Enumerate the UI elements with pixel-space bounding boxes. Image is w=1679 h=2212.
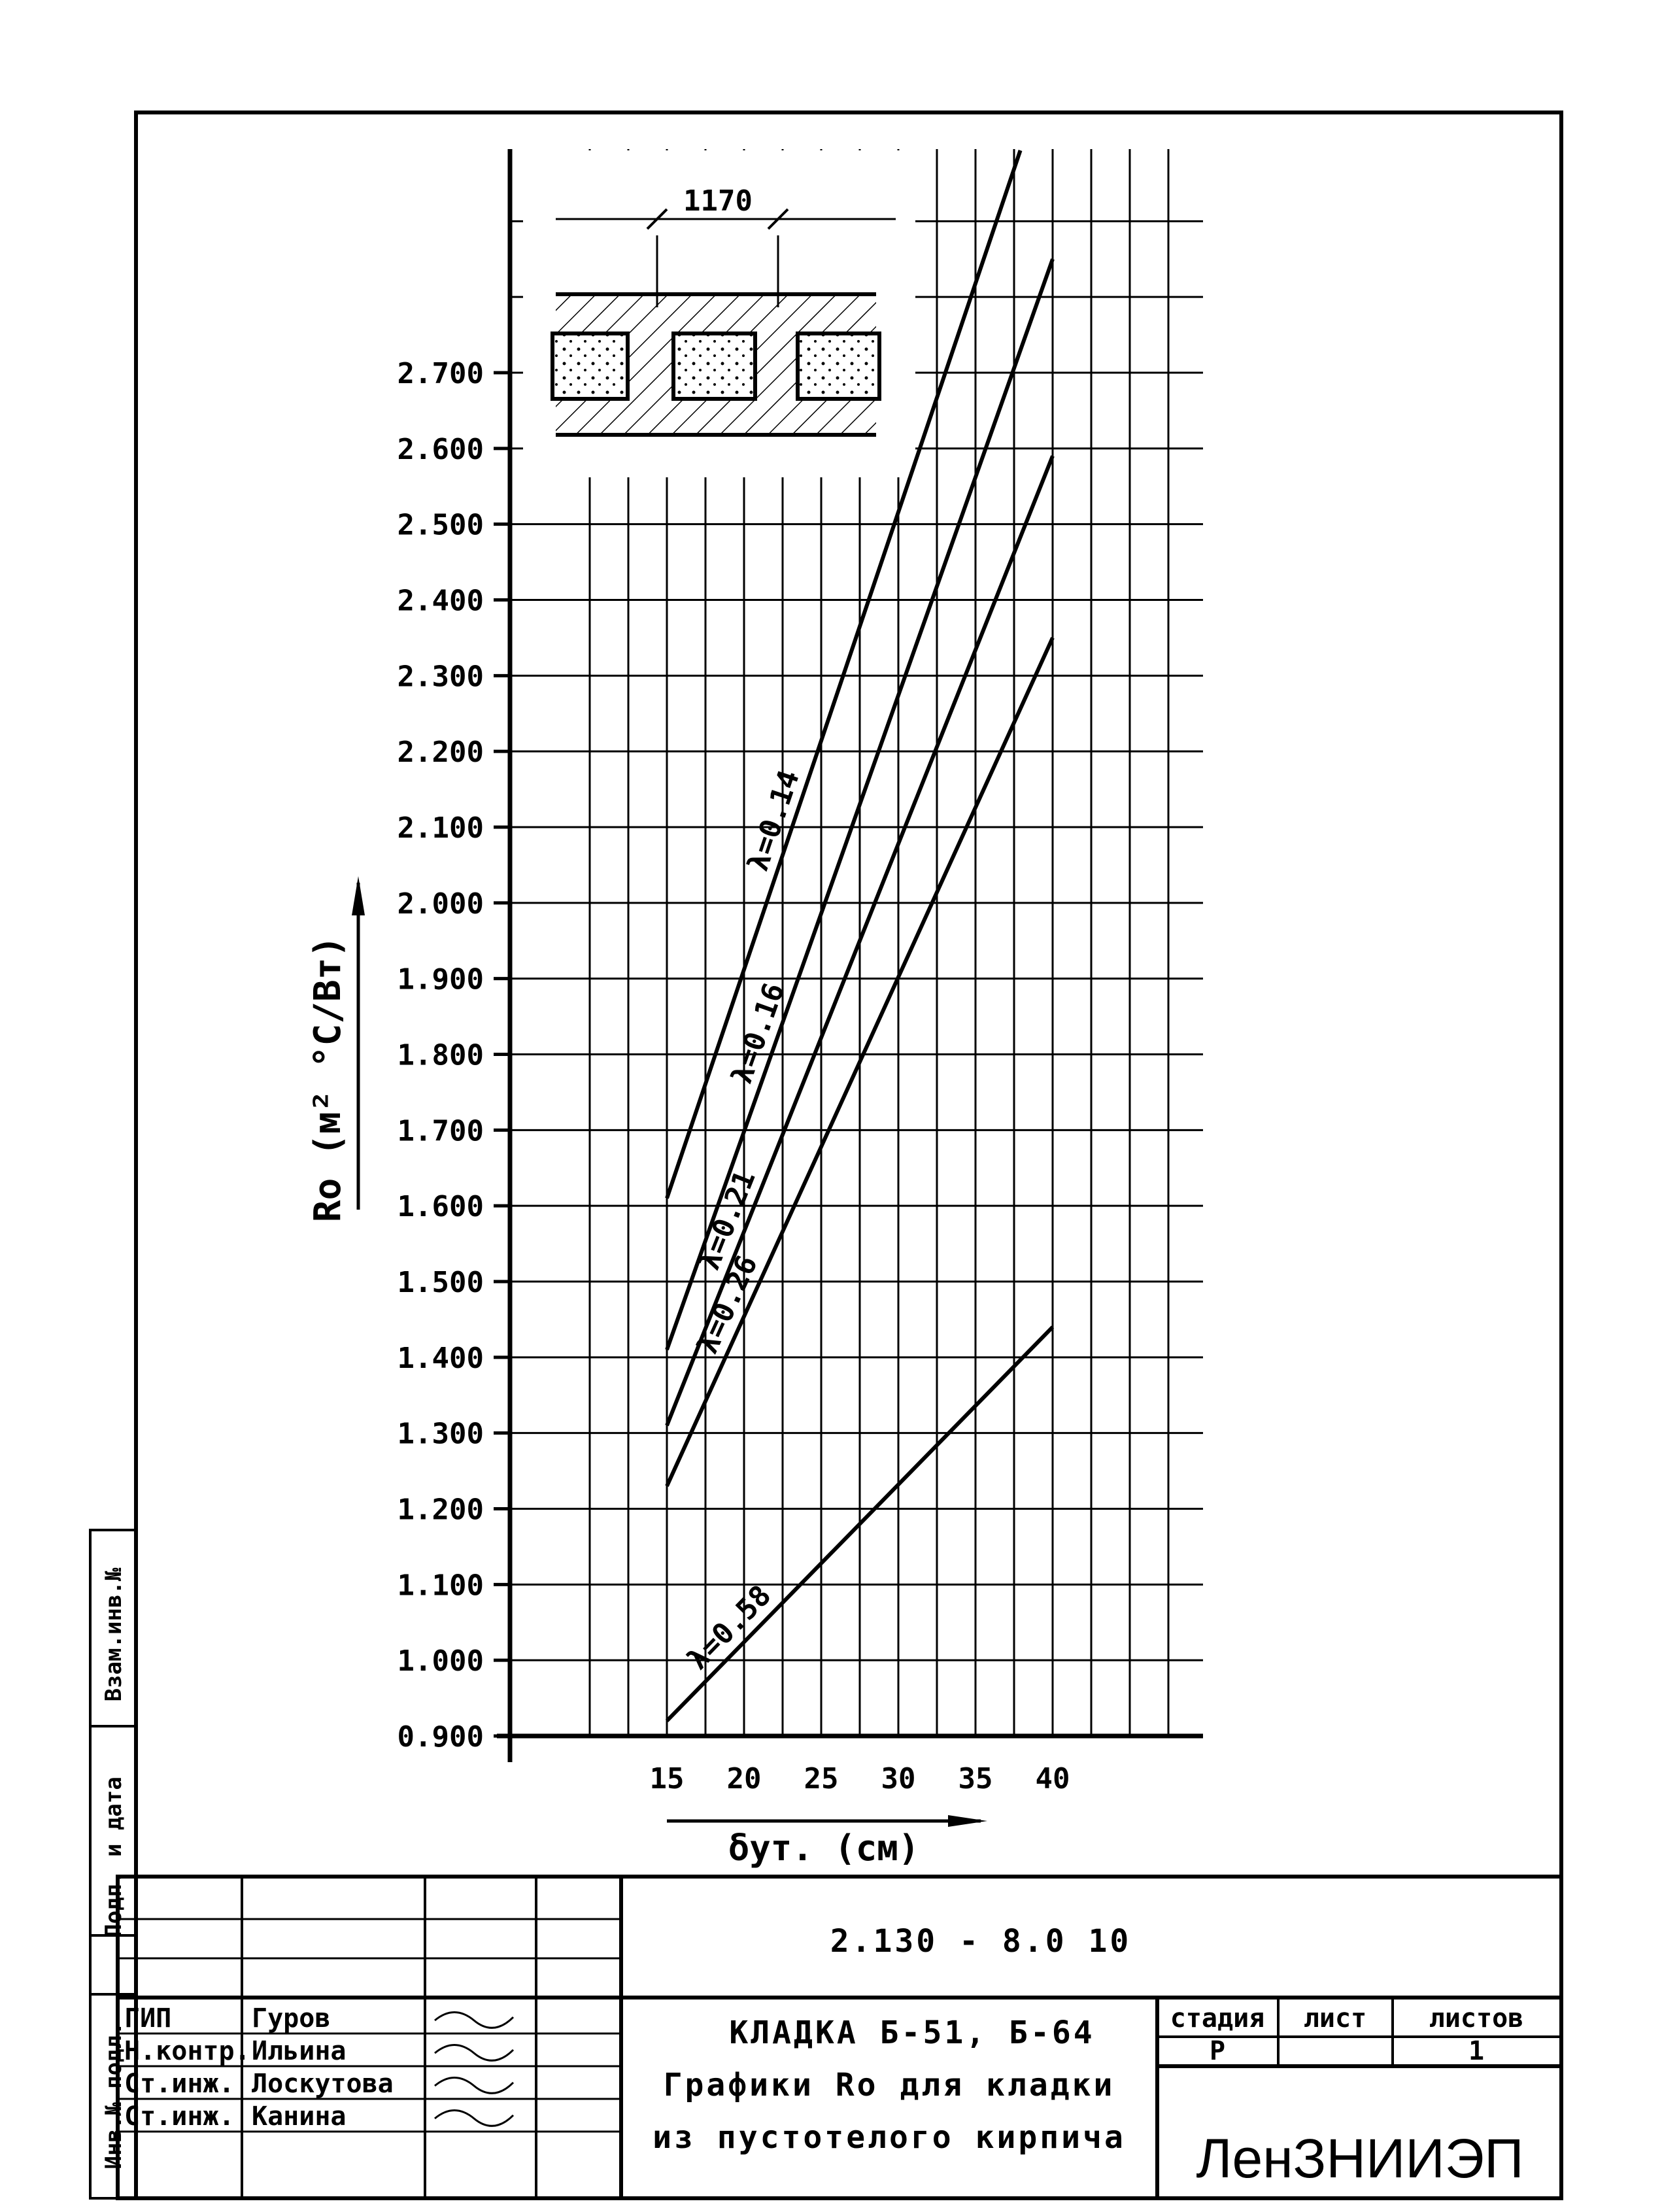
series-label: λ=0.16 (724, 978, 792, 1088)
tb-role: Н.контр. (124, 2036, 250, 2066)
y-tick-label: 2.200 (397, 736, 484, 770)
y-tick-label: 1.100 (397, 1569, 484, 1603)
tb-signature (435, 2045, 513, 2061)
tb-sheet-label: лист (1303, 2003, 1367, 2033)
x-tick-label: 20 (726, 1762, 762, 1795)
y-axis-label: Ro (м² °С/Вт) (307, 935, 349, 1223)
series-label: λ=0.21 (692, 1165, 762, 1275)
y-tick-label: 1.800 (397, 1038, 484, 1072)
tb-organization: ЛенЗНИИЭП (1196, 2128, 1524, 2189)
insulation-block-3-fill (800, 335, 877, 397)
y-tick-label: 1.200 (397, 1493, 484, 1527)
tb-doc-code: 2.130 - 8.0 10 (830, 1923, 1132, 1960)
insulation-block-2-fill (675, 335, 753, 397)
tb-title-line-3: из пустотелого кирпича (653, 2119, 1126, 2156)
y-tick-label: 2.000 (397, 887, 484, 921)
x-arrow-head (948, 1815, 987, 1827)
wall-section-inset (523, 150, 915, 477)
side-stamp-sign-date: Подп. и дата (101, 1777, 127, 1937)
x-tick-label: 30 (881, 1762, 916, 1795)
x-tick-label: 40 (1035, 1762, 1070, 1795)
tb-stage-value: Р (1209, 2036, 1226, 2066)
dimension-value: 1170 (683, 184, 753, 218)
y-tick-label: 2.700 (397, 357, 484, 390)
tb-signature (435, 2013, 513, 2028)
tb-signature (435, 2078, 513, 2094)
tb-role: ГИП (124, 2003, 172, 2033)
tb-signature-rows (124, 2003, 513, 2132)
y-tick-label: 1.900 (397, 962, 484, 996)
y-tick-label: 1.400 (397, 1341, 484, 1375)
tb-person-name: Канина (252, 2101, 347, 2132)
y-tick-label: 1.700 (397, 1114, 484, 1148)
tb-role: Ст.инж. (124, 2101, 235, 2132)
series-label: λ=0.26 (690, 1250, 764, 1359)
tb-sheets-label: листов (1429, 2003, 1524, 2033)
x-tick-label: 25 (804, 1762, 839, 1795)
y-tick-label: 2.400 (397, 584, 484, 618)
tb-signature (435, 2111, 513, 2126)
tb-title-line-1: КЛАДКА Б-51, Б-64 (729, 2015, 1095, 2051)
y-tick-label: 1.500 (397, 1266, 484, 1299)
tb-role: Ст.инж. (124, 2069, 235, 2099)
y-tick-label: 1.600 (397, 1190, 484, 1224)
tb-person-name: Ильина (252, 2036, 347, 2066)
tb-stage-label: стадия (1170, 2003, 1265, 2033)
tb-title-line-2: Графики Ro для кладки (663, 2067, 1115, 2103)
insulation-block-1-fill (554, 335, 626, 397)
y-axis-label-group (307, 876, 365, 1222)
series-label: λ=0.14 (741, 766, 807, 876)
side-stamp-inv-orig: Инв.№ подл. (101, 2022, 127, 2169)
title-block (118, 1877, 1561, 2198)
y-tick-label: 0.900 (397, 1720, 484, 1754)
y-arrow-head (352, 876, 365, 915)
x-axis-label: δут. (см) (728, 1828, 920, 1869)
tb-person-name: Гуров (252, 2003, 331, 2033)
series-label: λ=0.58 (681, 1578, 778, 1676)
side-stamp-vzam: Взам.инв.№ (101, 1567, 127, 1702)
y-tick-label: 2.300 (397, 660, 484, 694)
y-tick-label: 2.100 (397, 811, 484, 845)
x-tick-label: 15 (649, 1762, 685, 1795)
y-tick-label: 2.500 (397, 508, 484, 542)
tb-sheets-value: 1 (1468, 2036, 1485, 2066)
x-axis-label-group (667, 1815, 987, 1869)
y-tick-label: 2.600 (397, 432, 484, 466)
x-tick-label: 35 (958, 1762, 993, 1795)
y-tick-label: 1.000 (397, 1644, 484, 1678)
tb-person-name: Лоскутова (252, 2069, 394, 2099)
y-tick-label: 1.300 (397, 1417, 484, 1451)
